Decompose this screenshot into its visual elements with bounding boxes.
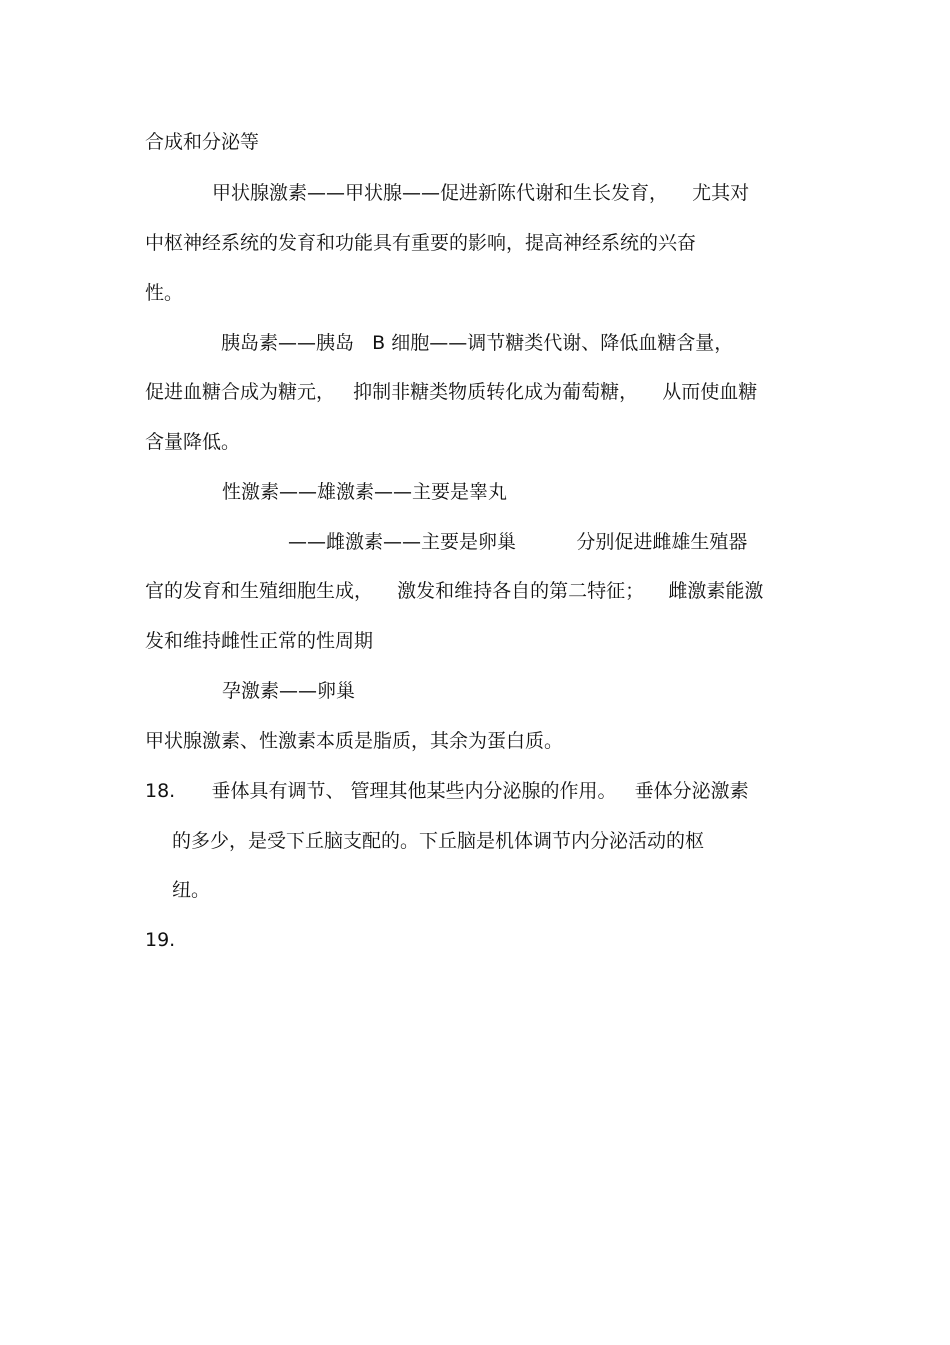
text-line: ——雌激素——主要是卵巢 分别促进雌雄生殖器 <box>288 531 748 553</box>
text-line: 官的发育和生殖细胞生成， 激发和维持各自的第二特征； 雌激素能激 <box>145 580 764 602</box>
text-line: 19. <box>145 929 176 951</box>
text-line: 甲状腺激素、性激素本质是脂质，其余为蛋白质。 <box>145 730 564 752</box>
text-line: 甲状腺激素——甲状腺——促进新陈代谢和生长发育， 尤其对 <box>212 182 750 204</box>
text-line: 合成和分泌等 <box>145 131 260 153</box>
text-line: 胰岛素——胰岛 B 细胞——调节糖类代谢、降低血糖含量， <box>221 332 734 354</box>
text-line: 性激素——雄激素——主要是睾丸 <box>222 481 508 503</box>
text-line: 含量降低。 <box>145 431 241 453</box>
text-line: 促进血糖合成为糖元， 抑制非糖类物质转化成为葡萄糖， 从而使血糖 <box>145 381 758 403</box>
text-line: 孕激素——卵巢 <box>222 680 356 702</box>
text-line: 性。 <box>145 282 184 304</box>
text-line: 的多少，是受下丘脑支配的。下丘脑是机体调节内分泌活动的枢 <box>172 830 705 852</box>
text-line: 纽。 <box>172 879 211 901</box>
text-line: 18. 垂体具有调节、 管理其他某些内分泌腺的作用。 垂体分泌激素 <box>145 780 749 802</box>
text-line: 发和维持雌性正常的性周期 <box>145 630 374 652</box>
text-line: 中枢神经系统的发育和功能具有重要的影响，提高神经系统的兴奋 <box>145 232 697 254</box>
